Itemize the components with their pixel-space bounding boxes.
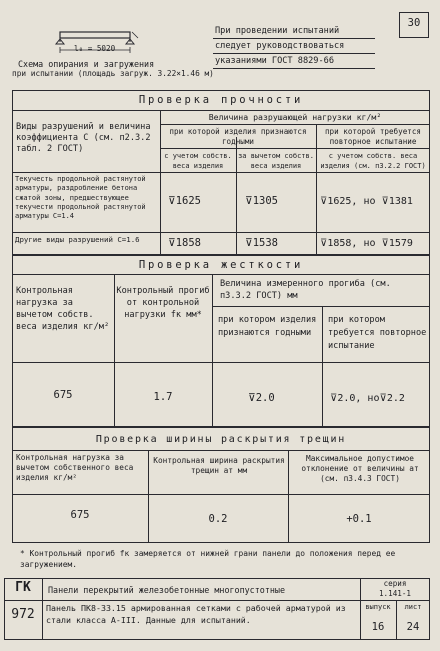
crack-load: 675 [70, 509, 90, 521]
strength-row1-b: ⊽1625, но ⊽1381 [320, 196, 413, 207]
strength-sub-a: при которой изделия признаются годными [169, 127, 307, 146]
title-row2: Панель ПК8-33.15 армированная сетками с рабочей арматурой из стали класса А-III. Данные для испытаний. [46, 603, 346, 625]
stiffness-sub-b: при котором требуется повторное испытание [328, 315, 427, 351]
vypusk-value: 16 [371, 621, 385, 633]
title-code: 972 [11, 607, 35, 622]
strength-group-header: Величина разрушающей нагрузки кг/м² [208, 112, 382, 122]
series-value: 1.141-1 [378, 589, 411, 598]
strength-row2-a2: ⊽1538 [245, 237, 278, 249]
title-gk: ГК [15, 580, 31, 595]
strength-col1-header: Виды разрушений и величина коэффициента С (см. п2.3.2 табл. 2 ГОСТ) [16, 122, 151, 154]
title-row1: Панели перекрытий железобетонные многопустотные [48, 585, 285, 595]
stiffness-col1-header: Контрольная нагрузка за вычетом собств. веса изделия кг/м² [16, 286, 110, 332]
span-label: l₀ = 5020 [74, 44, 116, 53]
crack-col1-header: Контрольная нагрузка за вычетом собственного веса изделия кг/м² [16, 453, 134, 482]
stiffness-col2-header: Контрольный прогиб от контрольной нагрузки fк мм* [116, 286, 210, 320]
crack-col2-header: Контрольная ширина раскрытия трещин aт мм [153, 456, 285, 475]
strength-row1-label: Текучесть продольной растянутой арматуры, раздробление бетона сжатой зоны, предшествующее текучести продольной растянутой арматуры С=1.4 [15, 175, 146, 221]
strength-sub-b: при которой требуется повторное испытание [324, 127, 421, 146]
strength-row2-b: ⊽1858, но ⊽1579 [320, 238, 413, 249]
vypusk-label: выпуск [365, 603, 391, 611]
footnote: * Контрольный прогиб fк замеряется от нижней грани панели до положения перед ее загружением. [20, 549, 396, 569]
crack-tolerance: +0.1 [346, 513, 372, 525]
stiffness-a: ⊽2.0 [248, 392, 275, 404]
test-note-line1: При проведении испытаний [215, 26, 340, 36]
series-label: серия [383, 579, 407, 588]
crack-title: Проверка ширины раскрытия трещин [95, 434, 347, 445]
scheme-caption-line1: Схема опирания и загружения [18, 59, 155, 69]
test-note-line2: следует руководствоваться [215, 41, 345, 51]
strength-title: Проверка прочности [138, 94, 304, 106]
sheet-number: 30 [407, 17, 421, 29]
strength-row2-label: Другие виды разрушений С=1.6 [15, 235, 140, 244]
crack-col3-header: Максимальное допустимое отклонение от величины aт (см. п3.4.3 ГОСТ) [301, 454, 419, 483]
stiffness-sub-a: при котором изделия признаются годными [218, 315, 317, 338]
crack-width: 0.2 [208, 513, 228, 525]
list-label: лист [404, 603, 422, 611]
strength-sub-a2: за вычетом собств. веса изделия [238, 152, 314, 170]
stiffness-deflection: 1.7 [153, 391, 173, 403]
strength-row2-a1: ⊽1858 [168, 237, 201, 249]
strength-row1-a2: ⊽1305 [245, 195, 278, 207]
stiffness-title: Проверка жесткости [138, 259, 304, 271]
strength-row1-a1: ⊽1625 [168, 195, 201, 207]
list-value: 24 [406, 621, 420, 633]
scheme-caption-line2: при испытании (площадь загруж. 3.22×1.46 м) [12, 69, 214, 78]
stiffness-load: 675 [53, 389, 73, 401]
stiffness-group-header: Величина измеренного прогиба (см. п3.3.2 ГОСТ) мм [220, 279, 391, 301]
stiffness-b: ⊽2.0, но⊽2.2 [330, 393, 405, 404]
strength-sub-b1: с учетом собств. веса изделия (см. п3.2.2 ГОСТ) [320, 152, 426, 170]
test-note-line3: указаниями ГОСТ 8829-66 [215, 56, 334, 66]
strength-sub-a1: с учетом собств. веса изделия [164, 152, 232, 170]
